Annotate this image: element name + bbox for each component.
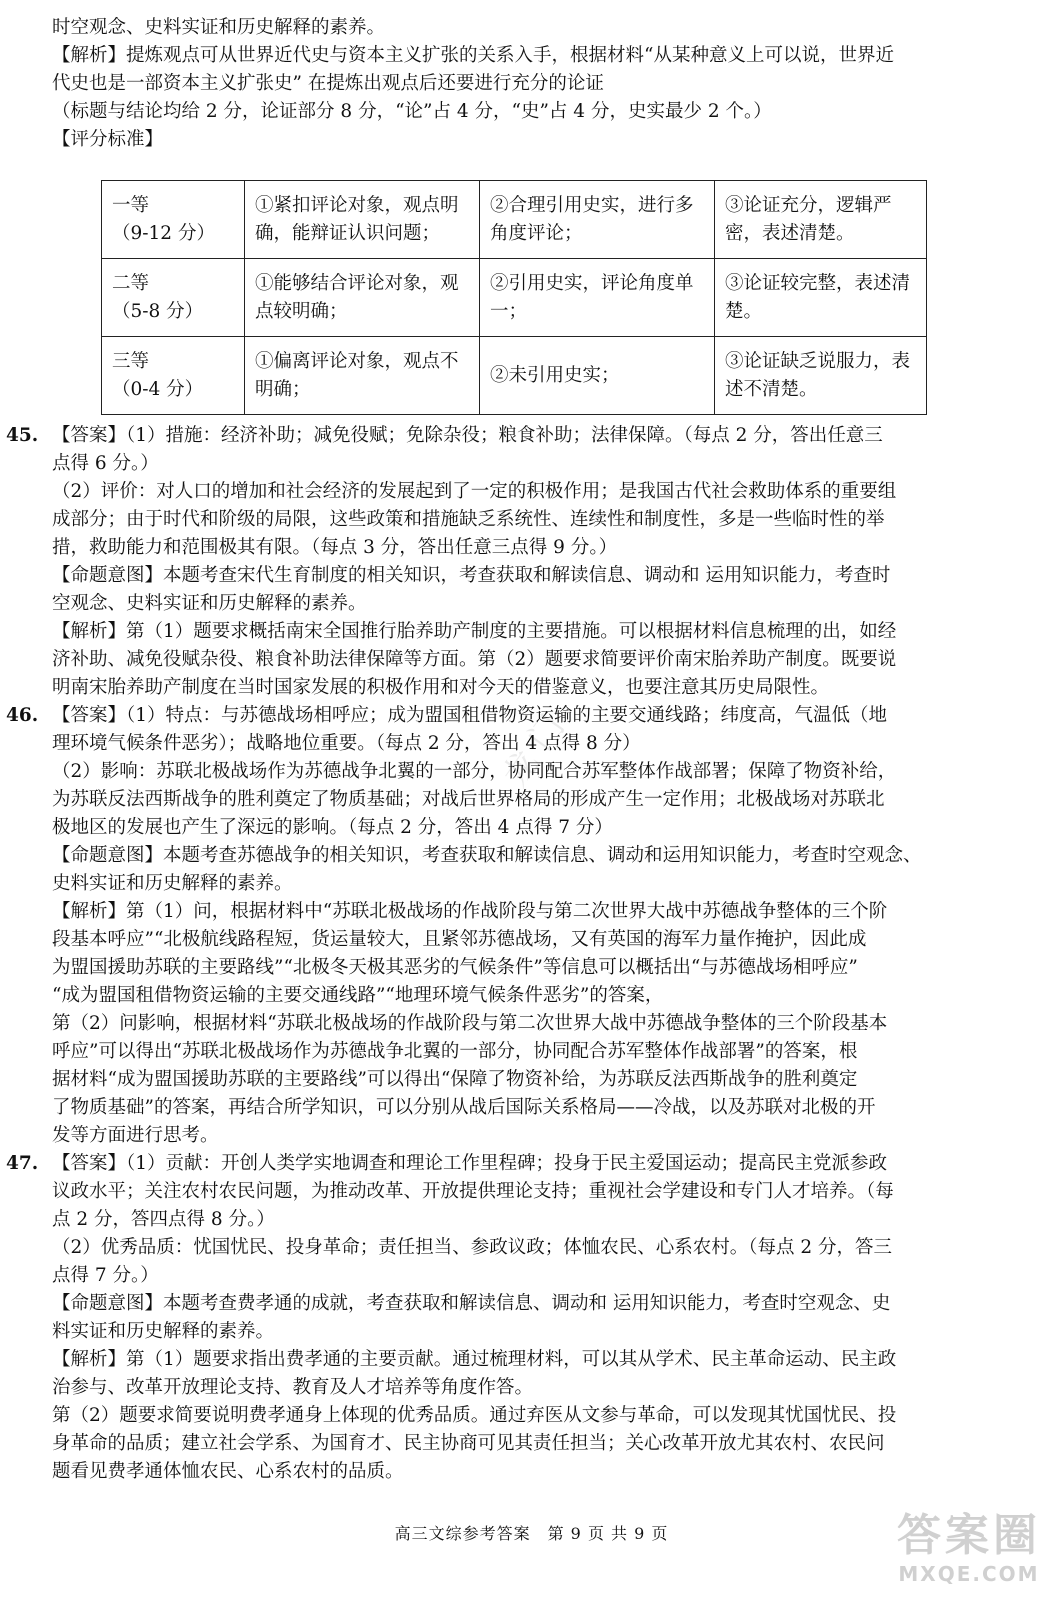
grade-range: （0-4 分）: [112, 378, 204, 400]
table-row: [102, 337, 927, 415]
text-line: 点得 7 分。）: [52, 1265, 159, 1286]
question-number: 47.: [6, 1153, 39, 1174]
text-line: 呼应”可以得出“苏联北极战场作为苏德战争北翼的一部分，协同配合苏军整体作战部署”的答案，根: [52, 1041, 858, 1062]
text-line: 【答案】（1）贡献：开创人类学实地调查和理论工作里程碑；投身于民主爱国运动；提高民主党派参政: [52, 1153, 888, 1174]
text-line: 济补助、减免役赋杂役、粮食补助法律保障等方面。第（2）题要求简要评价南宋胎养助产制度。既要说: [52, 649, 897, 670]
top-section: [52, 14, 1037, 154]
criterion-cell: ②未引用史实；: [480, 337, 715, 415]
site-logo: [889, 1510, 1049, 1592]
text-line: 措，救助能力和范围极其有限。（每点 3 分，答出任意三点得 9 分。）: [52, 537, 618, 558]
criterion-cell: ②引用史实，评论角度单一；: [480, 259, 715, 337]
q47-section: [52, 1150, 1037, 1486]
text-line: 空观念、史料实证和历史解释的素养。: [52, 593, 367, 614]
page-footer: 高三文综参考答案 第 9 页 共 9 页: [394, 1524, 669, 1543]
text-line: 第（2）问影响，根据材料“苏联北极战场的作战阶段与第二次世界大战中苏德战争整体的三个阶段基本: [52, 1013, 888, 1034]
criterion-cell: ③论证较完整，表述清楚。: [715, 259, 927, 337]
text-line: 段基本呼应”“北极航线路程短，货运量较大，且紧邻苏德战场，又有英国的海军力量作掩护，因此成: [52, 929, 867, 950]
criterion-cell: ③论证缺乏说服力，表述不清楚。: [715, 337, 927, 415]
text-line: 【答案】（1）特点：与苏德战场相呼应；成为盟国租借物资运输的主要交通线路；纬度高，气温低（地: [52, 705, 888, 726]
text-line: 【命题意图】本题考查宋代生育制度的相关知识，考查获取和解读信息、调动和 运用知识能力，考查时: [52, 565, 891, 586]
text-line: 【评分标准】: [52, 129, 164, 150]
logo-text: 答案圈: [897, 1510, 1041, 1561]
text-line: （标题与结论均给 2 分，论证部分 8 分，“论”占 4 分，“史”占 4 分，史实最少 2 个。）: [52, 101, 772, 122]
text-line: 治参与、改革开放理论支持、教育及人才培养等角度作答。: [52, 1377, 534, 1398]
logo-url: MXQE.COM: [898, 1562, 1040, 1586]
text-line: 点 2 分，答四点得 8 分。）: [52, 1209, 275, 1230]
text-line: 史料实证和历史解释的素养。: [52, 873, 293, 894]
text-line: （2）影响：苏联北极战场作为苏德战争北翼的一部分，协同配合苏军整体作战部署；保障了物资补给，: [52, 761, 897, 782]
text-line: 时空观念、史料实证和历史解释的素养。: [52, 17, 386, 38]
text-line: “成为盟国租借物资运输的主要交通线路”“地理环境气候条件恶劣”的答案，: [52, 985, 664, 1006]
text-line: 【命题意图】本题考查苏德战争的相关知识，考查获取和解读信息、调动和运用知识能力，考查时空观念、: [52, 845, 922, 866]
grade-range: （9-12 分）: [112, 222, 215, 244]
watermark: 龙门: [495, 698, 579, 795]
q45-section: [52, 422, 1037, 702]
question-number: 46.: [6, 705, 39, 726]
text-line: 点得 6 分。）: [52, 453, 159, 474]
criterion-cell: ①能够结合评论对象，观点较明确；: [245, 259, 480, 337]
text-line: 了物质基础”的答案，再结合所学知识，可以分别从战后国际关系格局——冷战，以及苏联对北极的开: [52, 1097, 876, 1118]
text-line: 明南宋胎养助产制度在当时国家发展的积极作用和对今天的借鉴意义，也要注意其历史局限性。: [52, 677, 830, 698]
grade-range: （5-8 分）: [112, 300, 204, 322]
grade-label: 二等: [112, 272, 150, 294]
text-line: 第（2）题要求简要说明费孝通身上体现的优秀品质。通过弃医从文参与革命，可以发现其忧国忧民、投: [52, 1405, 897, 1426]
text-line: 发等方面进行思考。: [52, 1125, 219, 1146]
text-line: 题看见费孝通体恤农民、心系农村的品质。: [52, 1461, 404, 1482]
text-line: 料实证和历史解释的素养。: [52, 1321, 275, 1342]
text-line: 【答案】（1）措施：经济补助；减免役赋；免除杂役；粮食补助；法律保障。（每点 2 分，答出任意三: [52, 425, 883, 446]
grade-label: 一等: [112, 194, 150, 216]
text-line: 为盟国援助苏联的主要路线”“北极冬天极其恶劣的气候条件”等信息可以概括出“与苏德战场相呼应”: [52, 957, 858, 978]
text-line: 极地区的发展也产生了深远的影响。（每点 2 分，答出 4 点得 7 分）: [52, 817, 613, 838]
text-line: 【解析】第（1）题要求概括南宋全国推行胎养助产制度的主要措施。可以根据材料信息梳理的出，如经: [52, 621, 897, 642]
question-number: 45.: [6, 425, 39, 446]
text-line: （2）评价：对人口的增加和社会经济的发展起到了一定的积极作用；是我国古代社会救助体系的重要组: [52, 481, 897, 502]
text-line: 【解析】第（1）问，根据材料中“苏联北极战场的作战阶段与第二次世界大战中苏德战争整体的三个阶: [52, 901, 888, 922]
grade-cell: [102, 337, 245, 415]
grading-table: [101, 180, 927, 415]
text-line: 理环境气候条件恶劣）；战略地位重要。（每点 2 分，答出 4 点得 8 分）: [52, 733, 641, 754]
table-row: [102, 259, 927, 337]
text-line: 【命题意图】本题考查费孝通的成就，考查获取和解读信息、调动和 运用知识能力，考查时空观念、史: [52, 1293, 891, 1314]
text-line: 【解析】第（1）题要求指出费孝通的主要贡献。通过梳理材料，可以其从学术、民主革命运动、民主政: [52, 1349, 897, 1370]
text-line: 代史也是一部资本主义扩张史” 在提炼出观点后还要进行充分的论证: [52, 73, 604, 94]
text-line: 身革命的品质；建立社会学系、为国育才、民主协商可见其责任担当；关心改革开放尤其农村、农民问: [52, 1433, 885, 1454]
text-line: （2）优秀品质：忧国忧民、投身革命；责任担当、参政议政；体恤农民、心系农村。（每点 2 分，答三: [52, 1237, 893, 1258]
grade-cell: [102, 181, 245, 259]
text-line: 议政水平；关注农村农民问题，为推动改革、开放提供理论支持；重视社会学建设和专门人才培养。（每: [52, 1181, 894, 1202]
grade-cell: [102, 259, 245, 337]
text-line: 为苏联反法西斯战争的胜利奠定了物质基础；对战后世界格局的形成产生一定作用；北极战场对苏联北: [52, 789, 885, 810]
text-line: 据材料“成为盟国援助苏联的主要路线”可以得出“保障了物资补给，为苏联反法西斯战争的胜利奠定: [52, 1069, 858, 1090]
criterion-cell: ②合理引用史实，进行多角度评论；: [480, 181, 715, 259]
table-row: [102, 181, 927, 259]
criterion-cell: ①偏离评论对象，观点不明确；: [245, 337, 480, 415]
text-line: 【解析】提炼观点可从世界近代史与资本主义扩张的关系入手，根据材料“从某种意义上可以说，世界近: [52, 45, 894, 66]
grade-label: 三等: [112, 350, 150, 372]
text-line: 成部分；由于时代和阶级的局限，这些政策和措施缺乏系统性、连续性和制度性，多是一些临时性的举: [52, 509, 885, 530]
criterion-cell: ③论证充分，逻辑严密，表述清楚。: [715, 181, 927, 259]
criterion-cell: ①紧扣评论对象，观点明确，能辩证认识问题；: [245, 181, 480, 259]
